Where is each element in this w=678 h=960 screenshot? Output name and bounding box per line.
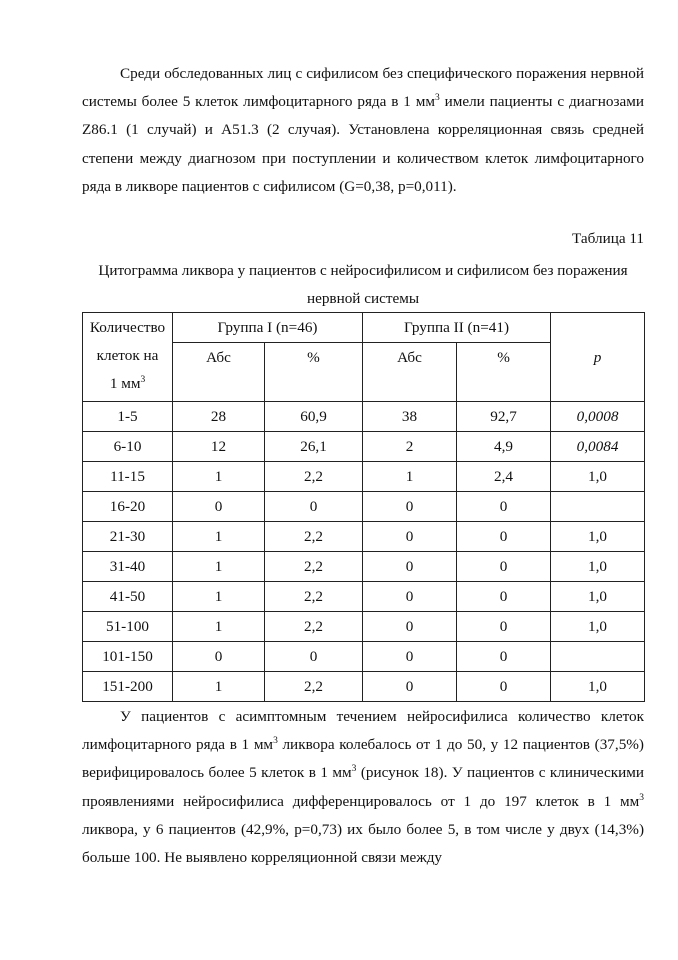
paragraph-2-text-b: ликвора колебалось от 1 до 50, у 12 пациентов (37,5%) верифицировалось более 5 клеток в 1 мм	[82, 736, 644, 782]
cell-p: 1,0	[551, 672, 645, 702]
table-label: Таблица 11	[572, 230, 644, 247]
cell-g1-pct: 0	[265, 492, 363, 522]
superscript: 3	[273, 736, 278, 747]
table-row	[83, 402, 645, 432]
table-row	[83, 432, 645, 462]
cell-range: 11-15	[83, 462, 173, 492]
table-row	[83, 462, 645, 492]
header-count-line3: 1 мм	[109, 375, 141, 392]
cell-g2-abs: 1	[363, 462, 457, 492]
cell-g1-abs: 28	[173, 402, 265, 432]
cell-p: 0,0084	[551, 432, 645, 462]
cell-p: 1,0	[551, 582, 645, 612]
superscript: 3	[434, 93, 440, 104]
cell-g2-abs: 0	[363, 582, 457, 612]
table-row	[83, 642, 645, 672]
cell-g2-abs: 0	[363, 672, 457, 702]
cell-p: 1,0	[551, 522, 645, 552]
header-count-line1: Количество	[89, 319, 166, 336]
cell-g1-abs: 0	[173, 492, 265, 522]
superscript: 3	[639, 792, 644, 803]
header-pct-2: %	[457, 343, 551, 402]
cell-g2-pct: 0	[457, 552, 551, 582]
cell-g2-abs: 0	[363, 522, 457, 552]
cell-g2-pct: 0	[457, 492, 551, 522]
paragraph-2-text-a: У пациентов с асимптомным течением нейросифилиса количество клеток лимфоцитарного ряда в 1 мм	[82, 708, 644, 754]
cell-g1-abs: 1	[173, 462, 265, 492]
cell-range: 151-200	[83, 672, 173, 702]
cell-range: 16-20	[83, 492, 173, 522]
cell-g1-pct: 2,2	[265, 672, 363, 702]
cell-g1-pct: 2,2	[265, 552, 363, 582]
table-row	[83, 582, 645, 612]
cytogram-table	[82, 312, 645, 702]
table-row	[83, 552, 645, 582]
header-abs-2: Абс	[363, 343, 457, 402]
header-p: р	[551, 313, 645, 402]
cell-g1-pct: 0	[265, 642, 363, 672]
cell-p	[551, 492, 645, 522]
cell-g1-abs: 1	[173, 672, 265, 702]
table-row	[83, 492, 645, 522]
cell-g1-pct: 2,2	[265, 462, 363, 492]
cell-p: 0,0008	[551, 402, 645, 432]
cell-g1-abs: 1	[173, 582, 265, 612]
paragraph-2	[82, 703, 644, 872]
cell-range: 6-10	[83, 432, 173, 462]
cell-g2-abs: 38	[363, 402, 457, 432]
cell-g2-pct: 92,7	[457, 402, 551, 432]
cell-range: 101-150	[83, 642, 173, 672]
cell-g2-abs: 0	[363, 642, 457, 672]
header-abs-1: Абс	[173, 343, 265, 402]
table-row	[83, 672, 645, 702]
cell-g1-pct: 2,2	[265, 582, 363, 612]
cell-g1-pct: 26,1	[265, 432, 363, 462]
cell-g1-abs: 1	[173, 552, 265, 582]
cell-g2-abs: 0	[363, 552, 457, 582]
cell-p: 1,0	[551, 552, 645, 582]
table-caption: Цитограмма ликвора у пациентов с нейросифилисом и сифилисом без поражения нервной системы	[98, 262, 628, 307]
cell-g1-pct: 2,2	[265, 612, 363, 642]
cell-p: 1,0	[551, 612, 645, 642]
cell-range: 31-40	[83, 552, 173, 582]
paragraph-1-text-b: имели пациенты с диагнозами Z86.1 (1 случай) и A51.3 (2 случая). Установлена корреляционная связь средней степени между диагнозом при поступлении и количеством клеток лимфоцитарного ряда в ликворе пациентов с сифилисом (G=0,38, p=0,011).	[82, 93, 644, 195]
paragraph-2-text-d: ликвора, у 6 пациентов (42,9%, p=0,73) их было более 5, в том числе у двух (14,3%) больше 100. Не выявлено корреляционной связи между	[82, 820, 644, 867]
cell-g2-abs: 0	[363, 492, 457, 522]
cell-range: 51-100	[83, 612, 173, 642]
cell-g1-pct: 2,2	[265, 522, 363, 552]
header-group-1: Группа I (n=46)	[173, 313, 363, 343]
cell-g2-pct: 0	[457, 582, 551, 612]
cell-g2-pct: 0	[457, 672, 551, 702]
table-row	[83, 612, 645, 642]
cell-g1-abs: 12	[173, 432, 265, 462]
cell-g1-abs: 0	[173, 642, 265, 672]
cell-g2-abs: 2	[363, 432, 457, 462]
cell-g2-pct: 0	[457, 612, 551, 642]
header-pct-1: %	[265, 343, 363, 402]
header-cell-count	[83, 313, 173, 402]
cell-g2-pct: 0	[457, 642, 551, 672]
table-row	[83, 522, 645, 552]
cell-range: 21-30	[83, 522, 173, 552]
cell-g1-abs: 1	[173, 612, 265, 642]
cell-p	[551, 642, 645, 672]
superscript: 3	[140, 375, 146, 385]
superscript: 3	[351, 764, 357, 775]
paragraph-2-text-c: (рисунок 18). У пациентов с клиническими проявлениями нейросифилиса дифференцировалось от 1 до 197 клеток в 1 мм	[82, 764, 644, 810]
table-body	[83, 402, 645, 702]
header-count-line2: клеток на	[96, 347, 159, 364]
cell-g2-pct: 4,9	[457, 432, 551, 462]
cell-g2-pct: 2,4	[457, 462, 551, 492]
cell-p: 1,0	[551, 462, 645, 492]
cell-range: 1-5	[83, 402, 173, 432]
header-group-2: Группа II (n=41)	[363, 313, 551, 343]
cell-range: 41-50	[83, 582, 173, 612]
cell-g2-pct: 0	[457, 522, 551, 552]
cell-g2-abs: 0	[363, 612, 457, 642]
cell-g1-abs: 1	[173, 522, 265, 552]
cell-g1-pct: 60,9	[265, 402, 363, 432]
paragraph-1	[82, 60, 644, 201]
paragraph-1-text-a: Среди обследованных лиц с сифилисом без специфического поражения нервной системы более 5 клеток лимфоцитарного ряда в 1 мм	[82, 65, 644, 111]
